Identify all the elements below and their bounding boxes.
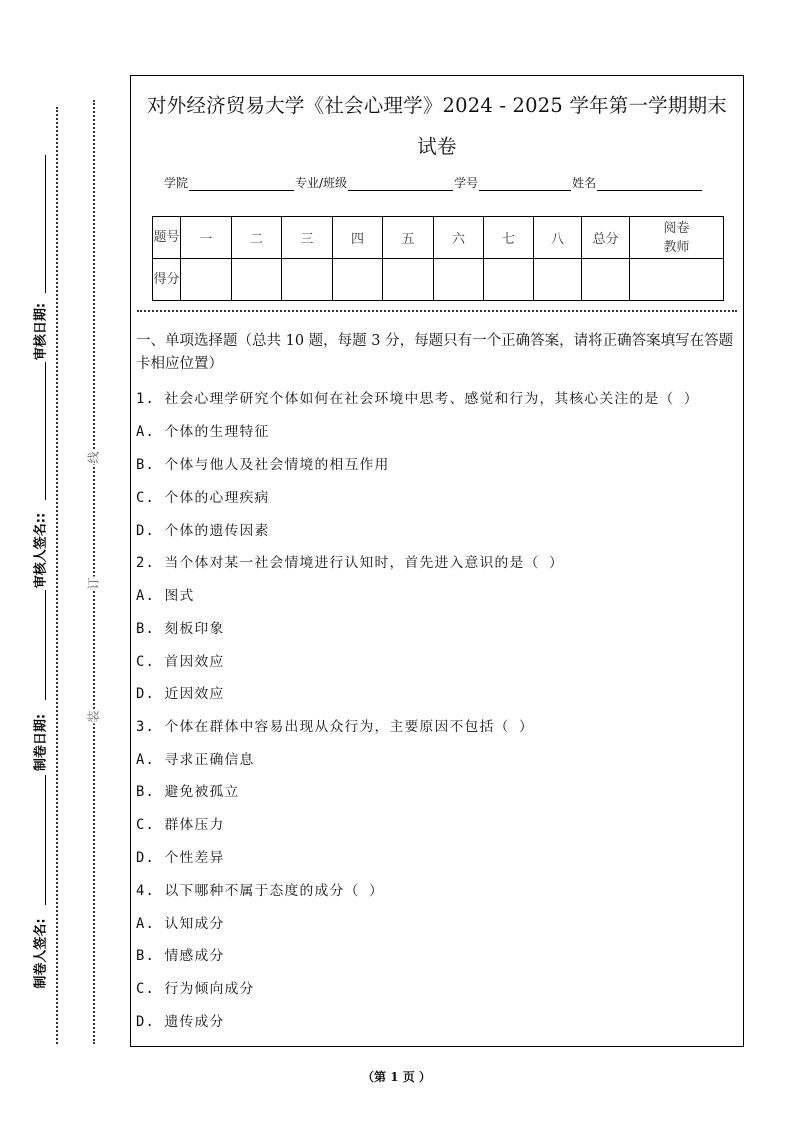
score-table <box>152 216 724 301</box>
score-cell-2[interactable] <box>232 259 282 301</box>
score-cell-grader[interactable] <box>630 259 724 301</box>
inner-dotted-line <box>93 100 95 1044</box>
score-cell-5[interactable] <box>383 259 434 301</box>
reviewer-signature-line <box>45 380 46 500</box>
col-header-grader: 阅卷教师 <box>630 217 724 259</box>
score-cell-6[interactable] <box>434 259 484 301</box>
score-cell-1[interactable] <box>181 259 232 301</box>
cut-mark-bind: 订 <box>86 577 101 590</box>
col-header-3: 三 <box>282 217 333 259</box>
score-row-header: 得分 <box>153 259 181 301</box>
question-2-option-c: C. 首因效应 <box>136 654 225 670</box>
student-info-row <box>164 174 703 191</box>
question-4-stem: 4. 以下哪种不属于态度的成分（ ） <box>136 883 384 899</box>
section1-heading: 一、单项选择题（总共 10 题，每题 3 分，每题只有一个正确答案，请将正确答案填写在答题卡相应位置） <box>136 333 734 372</box>
major-class-field[interactable] <box>348 178 453 191</box>
paper-date-label: 制卷日期: <box>33 713 49 772</box>
question-4-option-c: C. 行为倾向成分 <box>136 981 255 997</box>
score-cell-total[interactable] <box>582 259 630 301</box>
reviewer-signature-line-2 <box>45 590 46 700</box>
exam-paper-frame <box>130 75 744 1047</box>
question-1-stem: 1. 社会心理学研究个体如何在社会环境中思考、感觉和行为，其核心关注的是（ ） <box>136 391 699 407</box>
student-id-field[interactable] <box>479 178 571 191</box>
page-number: （第 1 页 ） <box>362 1070 431 1084</box>
question-2-stem: 2. 当个体对某一社会情境进行认知时，首先进入意识的是（ ） <box>136 555 564 571</box>
question-4-option-a: A. 认知成分 <box>136 916 225 932</box>
question-3-option-c: C. 群体压力 <box>136 817 225 833</box>
question-2-option-d: D. 近因效应 <box>136 686 225 702</box>
question-1-option-b: B. 个体与他人及社会情境的相互作用 <box>136 457 390 473</box>
score-table-header-row <box>153 217 724 259</box>
col-header-1: 一 <box>181 217 232 259</box>
score-cell-4[interactable] <box>333 259 383 301</box>
review-date-label: 审核日期: <box>33 302 49 361</box>
question-3-option-a: A. 寻求正确信息 <box>136 752 255 768</box>
col-header-4: 四 <box>333 217 383 259</box>
question-3-option-b: B. 避免被孤立 <box>136 784 240 800</box>
question-2-option-b: B. 刻板印象 <box>136 621 225 637</box>
header-separator-dotted-line <box>137 310 737 312</box>
college-label: 学院 <box>164 176 189 190</box>
question-3-option-d: D. 个性差异 <box>136 850 225 866</box>
col-header-7: 七 <box>484 217 534 259</box>
score-table-score-row <box>153 259 724 301</box>
outer-dotted-line <box>56 107 58 1044</box>
question-1-option-a: A. 个体的生理特征 <box>136 424 270 440</box>
col-header-5: 五 <box>383 217 434 259</box>
college-field[interactable] <box>189 178 294 191</box>
name-field[interactable] <box>597 178 702 191</box>
question-2-option-a: A. 图式 <box>136 588 195 604</box>
score-cell-8[interactable] <box>534 259 582 301</box>
col-header-8: 八 <box>534 217 582 259</box>
review-date-line <box>45 155 46 293</box>
question-4-option-d: D. 遗传成分 <box>136 1014 225 1030</box>
score-cell-7[interactable] <box>484 259 534 301</box>
question-number-header: 题号 <box>153 217 181 259</box>
question-1-option-c: C. 个体的心理疾病 <box>136 490 270 506</box>
col-header-6: 六 <box>434 217 484 259</box>
question-4-option-b: B. 情感成分 <box>136 948 225 964</box>
paper-date-line <box>45 775 46 905</box>
exam-title-line2: 试卷 <box>417 135 457 158</box>
cut-mark-fix: 装 <box>86 710 101 723</box>
cut-mark-line: 线 <box>86 451 101 464</box>
question-1-option-d: D. 个体的遗传因素 <box>136 523 270 539</box>
score-cell-3[interactable] <box>282 259 333 301</box>
col-header-total: 总分 <box>582 217 630 259</box>
major-class-label: 专业/班级 <box>295 176 348 190</box>
paper-maker-signature-label: 制卷人签名: <box>33 918 49 989</box>
question-3-stem: 3. 个体在群体中容易出现从众行为，主要原因不包括（ ） <box>136 719 534 735</box>
name-label: 姓名 <box>572 176 597 190</box>
exam-title-line1: 对外经济贸易大学《社会心理学》2024 - 2025 学年第一学期期末 <box>147 94 727 117</box>
col-header-2: 二 <box>232 217 282 259</box>
student-id-label: 学号 <box>454 176 479 190</box>
reviewer-signature-label: 审核人签名:: <box>33 512 49 589</box>
